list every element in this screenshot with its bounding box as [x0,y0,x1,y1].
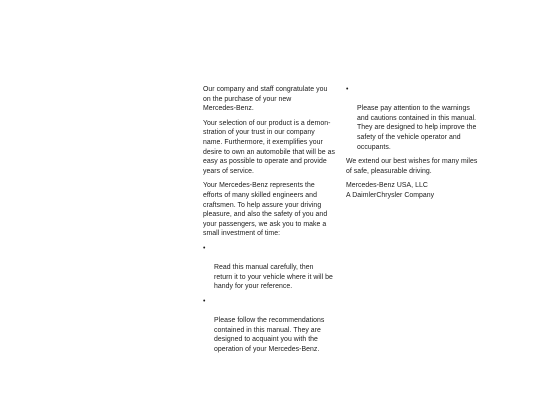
bullet-item-follow-recommendations [203,297,338,355]
trust-paragraph: Your selection of our product is a demon- stration of your trust in our company name. Furthermore, it exemplifies your desire to own an automobile that will be as easy as possible to operate and provide years of service. [203,119,335,175]
bullet-text: Please follow the recommendations contained in this manual. They are designed to acquaint you with the operation of your Mercedes-Benz. [214,317,325,353]
bullet-icon: • [203,297,206,305]
bullet-item-warnings [346,85,481,152]
bullet-icon: • [203,244,206,252]
best-wishes-paragraph: We extend our best wishes for many miles of safe, pleasurable driving. [346,158,478,175]
signature-block [346,181,481,200]
signature-parent-company: A DaimlerChrysler Company [346,191,435,199]
congratulations-paragraph: Our company and staff congratulate you on the purchase of your new Mercedes-Benz. [203,86,328,113]
bullet-text: Read this manual carefully, then return it to your vehicle where it will be handy for your reference. [214,264,333,291]
bullet-item-read-manual [203,244,338,292]
investment-paragraph: Your Mercedes-Benz represents the efforts of many skilled engineers and craftsmen. To help assure your driving pleasure, and also the safety of you and your passengers, we ask you to make a small investment of time: [203,182,328,238]
bullet-icon: • [346,86,349,93]
bullet-text: Please pay attention to the warnings and cautions contained in this manual. They are designed to help improve the safety of the vehicle operator and occupants. [357,105,477,151]
signature-company: Mercedes-Benz USA, LLC [346,182,428,190]
right-column [346,85,481,206]
left-column [203,85,338,359]
